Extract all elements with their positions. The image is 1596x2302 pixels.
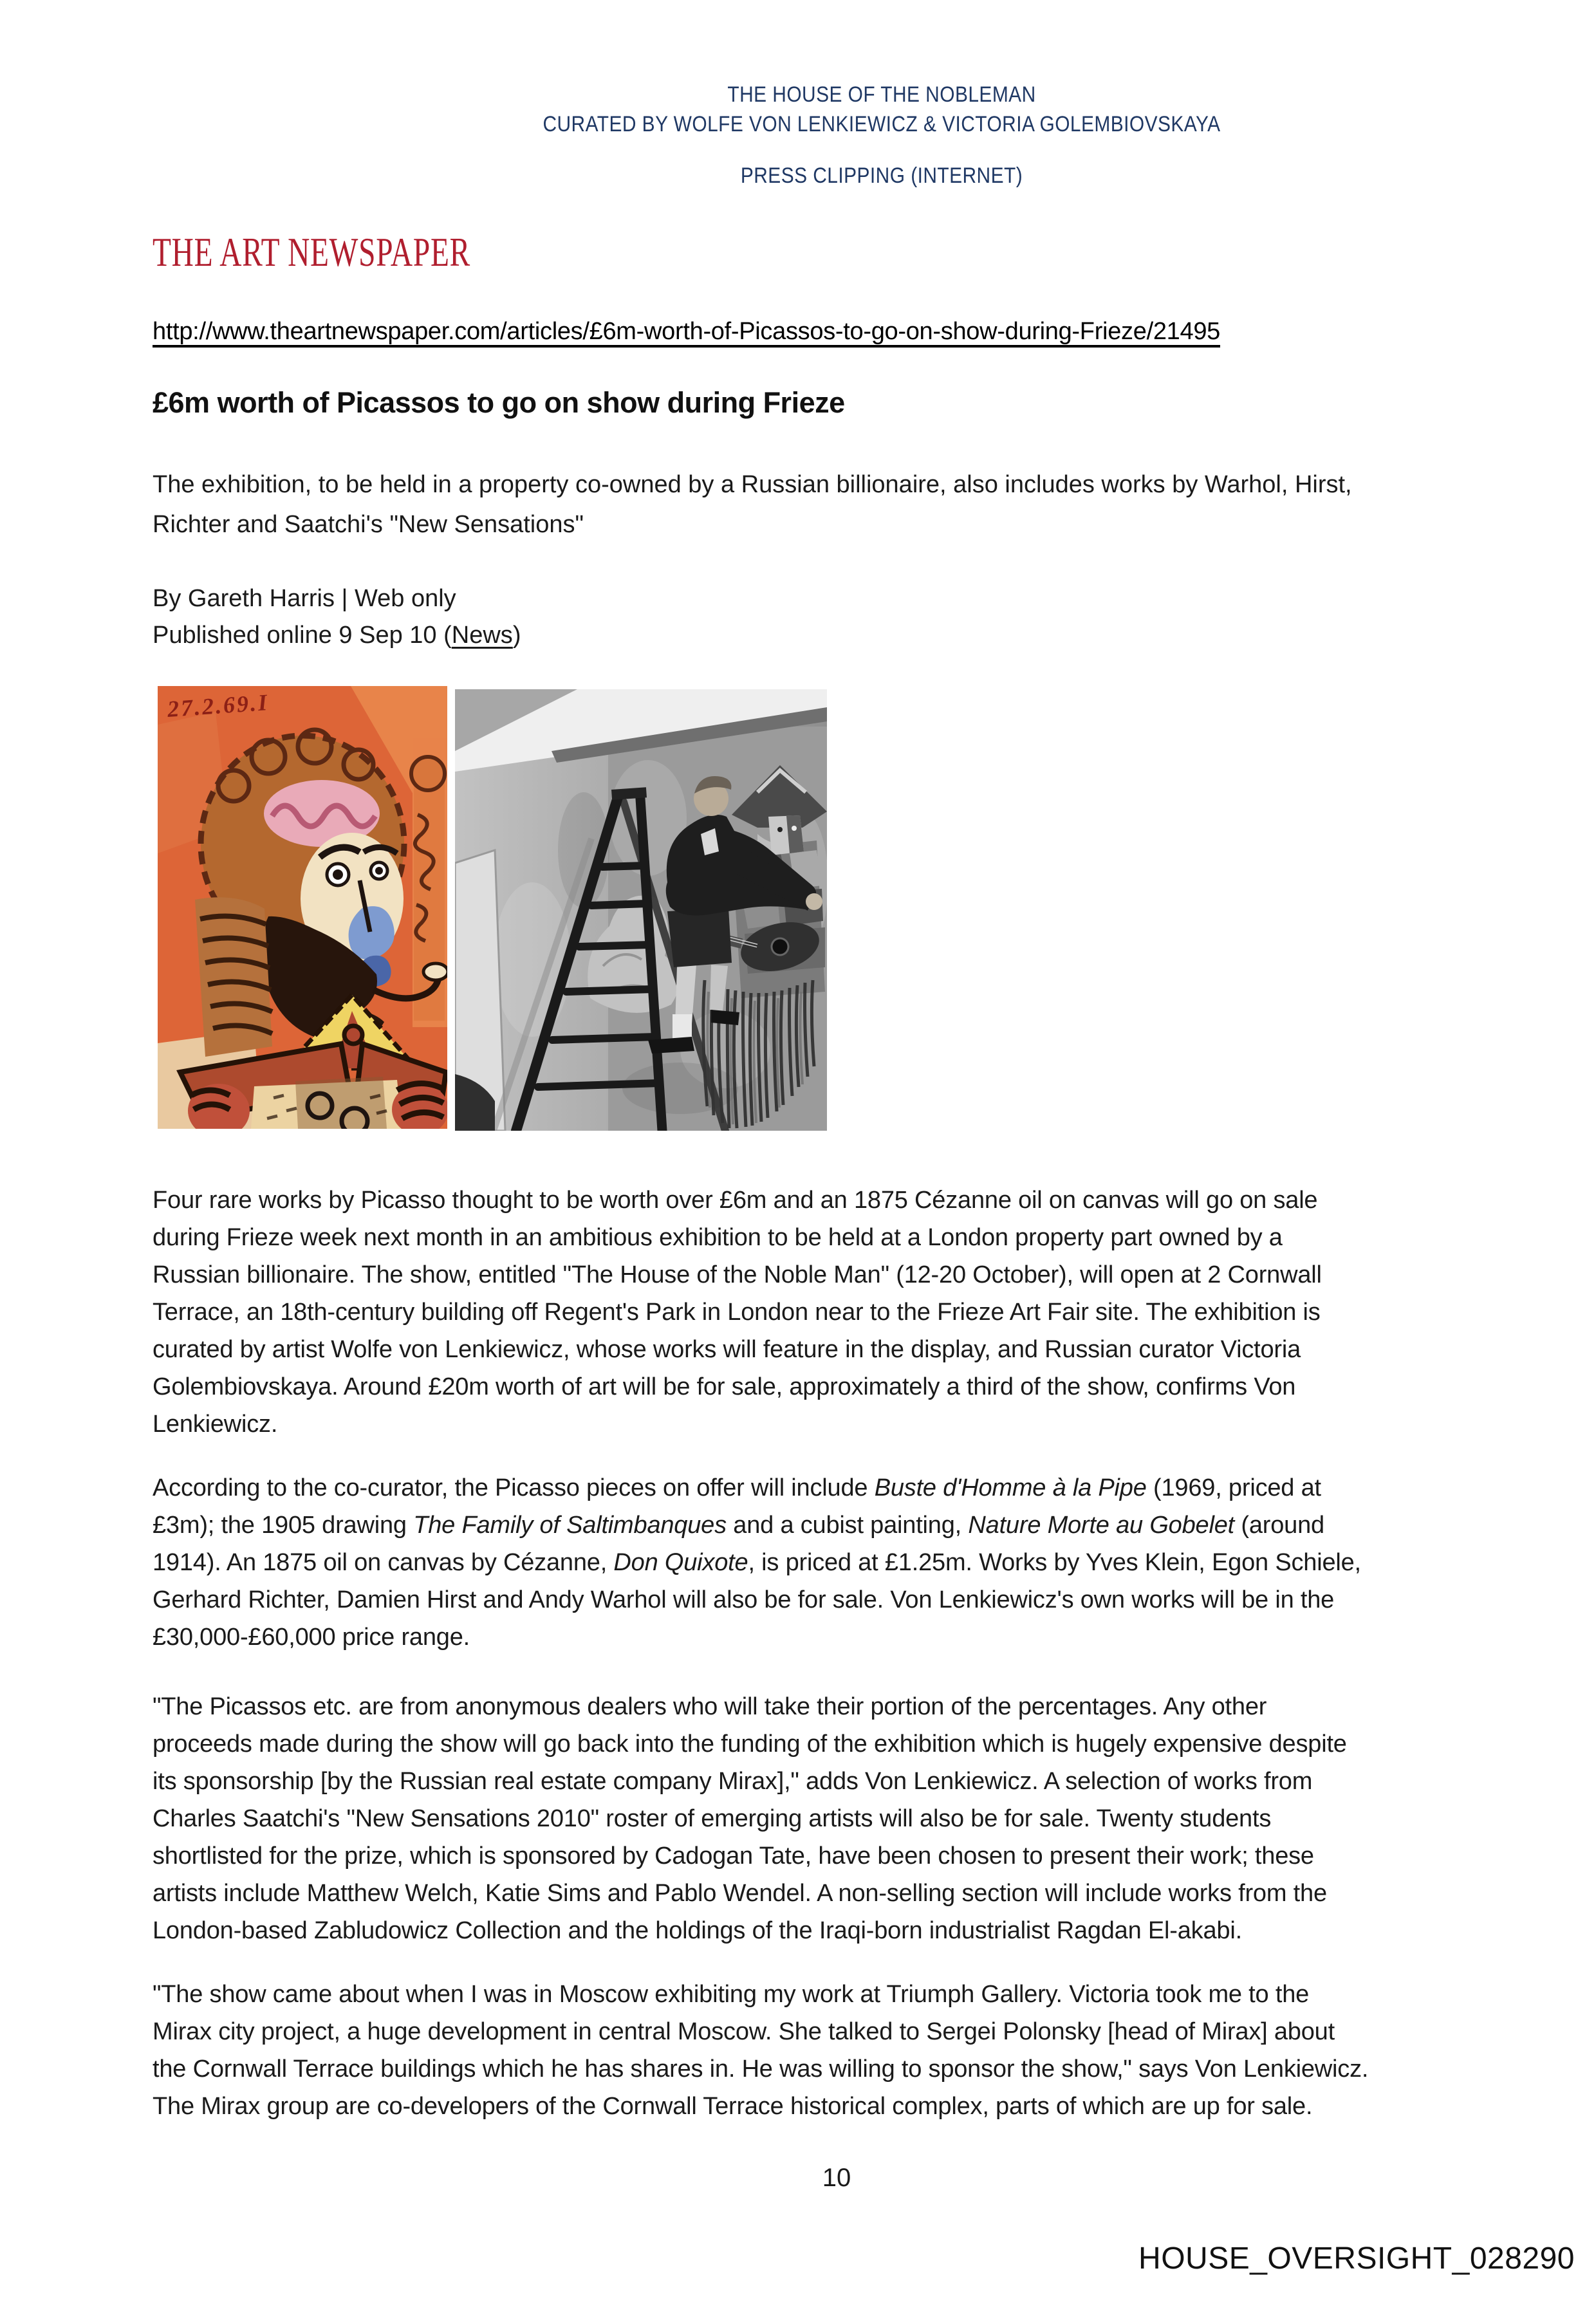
text-line: Gerhard Richter, Damien Hirst and Andy Warhol will also be for sale. Von Lenkiewicz's own works will be in the	[153, 1586, 1335, 1613]
text-line: Richter and Saatchi's "New Sensations"	[153, 511, 584, 538]
article-paragraph	[153, 1182, 1322, 1443]
text-line: artists include Matthew Welch, Katie Sims and Pablo Wendel. A non-selling section will include works from the	[153, 1880, 1327, 1907]
art-newspaper-logo: THE ART NEWSPAPER	[153, 229, 470, 275]
man-hand	[806, 893, 822, 910]
text-line: 1914). An 1875 oil on canvas by Cézanne, Don Quixote, is priced at £1.25m. Works by Yves Klein, Egon Schiele,	[153, 1549, 1361, 1576]
text-line: Terrace, an 18th-century building off Regent's Park in London near to the Frieze Art Fair site. The exhibition is	[153, 1299, 1321, 1326]
text-line: curated by artist Wolfe von Lenkiewicz, whose works will feature in the display, and Russian curator Victoria	[153, 1336, 1301, 1363]
text-line: its sponsorship [by the Russian real estate company Mirax]," adds Von Lenkiewicz. A selection of works from	[153, 1768, 1313, 1795]
text-line: £30,000-£60,000 price range.	[153, 1624, 470, 1651]
text-line: Charles Saatchi's "New Sensations 2010" roster of emerging artists will also be for sale. Twenty students	[153, 1805, 1272, 1832]
painting-date-inscription: 27.2.69.I	[166, 689, 270, 722]
text-line: The Mirax group are co-developers of the Cornwall Terrace historical complex, parts of which are up for sale.	[153, 2093, 1313, 2120]
document-id: HOUSE_OVERSIGHT_028290	[1138, 2242, 1575, 2276]
byline-published	[153, 617, 521, 654]
text-line: "The show came about when I was in Moscow exhibiting my work at Triumph Gallery. Victoria took me to the	[153, 1981, 1310, 2008]
text-line: shortlisted for the prize, which is sponsored by Cadogan Tate, have been chosen to present their work; these	[153, 1843, 1314, 1870]
text-line: Golembiovskaya. Around £20m worth of art will be for sale, approximately a third of the show, confirms Von	[153, 1373, 1296, 1400]
text-line: London-based Zabludowicz Collection and the holdings of the Iraqi-born industrialist Ragdan El-akabi.	[153, 1917, 1242, 1944]
article-url-link[interactable]: http://www.theartnewspaper.com/articles/£6m-worth-of-Picassos-to-go-on-show-during-Frieze/21495	[153, 318, 1220, 345]
text-line: "The Picassos etc. are from anonymous dealers who will take their portion of the percentages. Any other	[153, 1693, 1267, 1720]
article-standfirst	[153, 465, 1352, 544]
text-line: According to the co-curator, the Picasso pieces on offer will include Buste d'Homme à la Pipe (1969, priced at	[153, 1474, 1321, 1501]
page-number: 10	[822, 2164, 851, 2192]
header-line2: CURATED BY WOLFE VON LENKIEWICZ & VICTORIA GOLEMBIOVSKAYA	[543, 112, 1221, 136]
header-line1: THE HOUSE OF THE NOBLEMAN	[727, 82, 1036, 107]
text-line: Lenkiewicz.	[153, 1411, 278, 1438]
press-clipping-label: PRESS CLIPPING (INTERNET)	[740, 163, 1023, 188]
text-line: Russian billionaire. The show, entitled "The House of the Noble Man" (12-20 October), will open at 2 Cornwall	[153, 1261, 1322, 1288]
article-images	[158, 686, 827, 1131]
article-paragraph	[153, 1469, 1361, 1656]
article-byline	[153, 580, 521, 654]
article-paragraph	[153, 1688, 1347, 1949]
text-line: proceeds made during the show will go back into the funding of the exhibition which is hugely expensive despite	[153, 1731, 1347, 1758]
text-line: Four rare works by Picasso thought to be worth over £6m and an 1875 Cézanne oil on canvas will go on sale	[153, 1187, 1318, 1214]
text-line: Published online 9 Sep 10 (News)	[153, 622, 521, 649]
byline-author: By Gareth Harris | Web only	[153, 585, 456, 612]
press-clipping-header	[253, 80, 1510, 139]
article-paragraph	[153, 1976, 1368, 2125]
figure-sleeve	[195, 897, 272, 1057]
text-line: Mirax city project, a huge development in central Moscow. She talked to Sergei Polonsky [head of Mirax] about	[153, 2018, 1335, 2045]
text-line: the Cornwall Terrace buildings which he has shares in. He was willing to sponsor the show," says Von Lenkiewicz.	[153, 2056, 1369, 2083]
news-link[interactable]: News	[451, 622, 513, 649]
picasso-painting-image	[158, 686, 447, 1129]
text-line: during Frieze week next month in an ambitious exhibition to be held at a London property part owned by a	[153, 1224, 1283, 1251]
text-line: £3m); the 1905 drawing The Family of Saltimbanques and a cubist painting, Nature Morte au Gobelet (around	[153, 1512, 1324, 1539]
installation-photo-image	[455, 689, 827, 1131]
text-line: The exhibition, to be held in a property co-owned by a Russian billionaire, also includes works by Warhol, Hirst,	[153, 471, 1352, 498]
article-headline: £6m worth of Picassos to go on show during Frieze	[153, 386, 845, 419]
